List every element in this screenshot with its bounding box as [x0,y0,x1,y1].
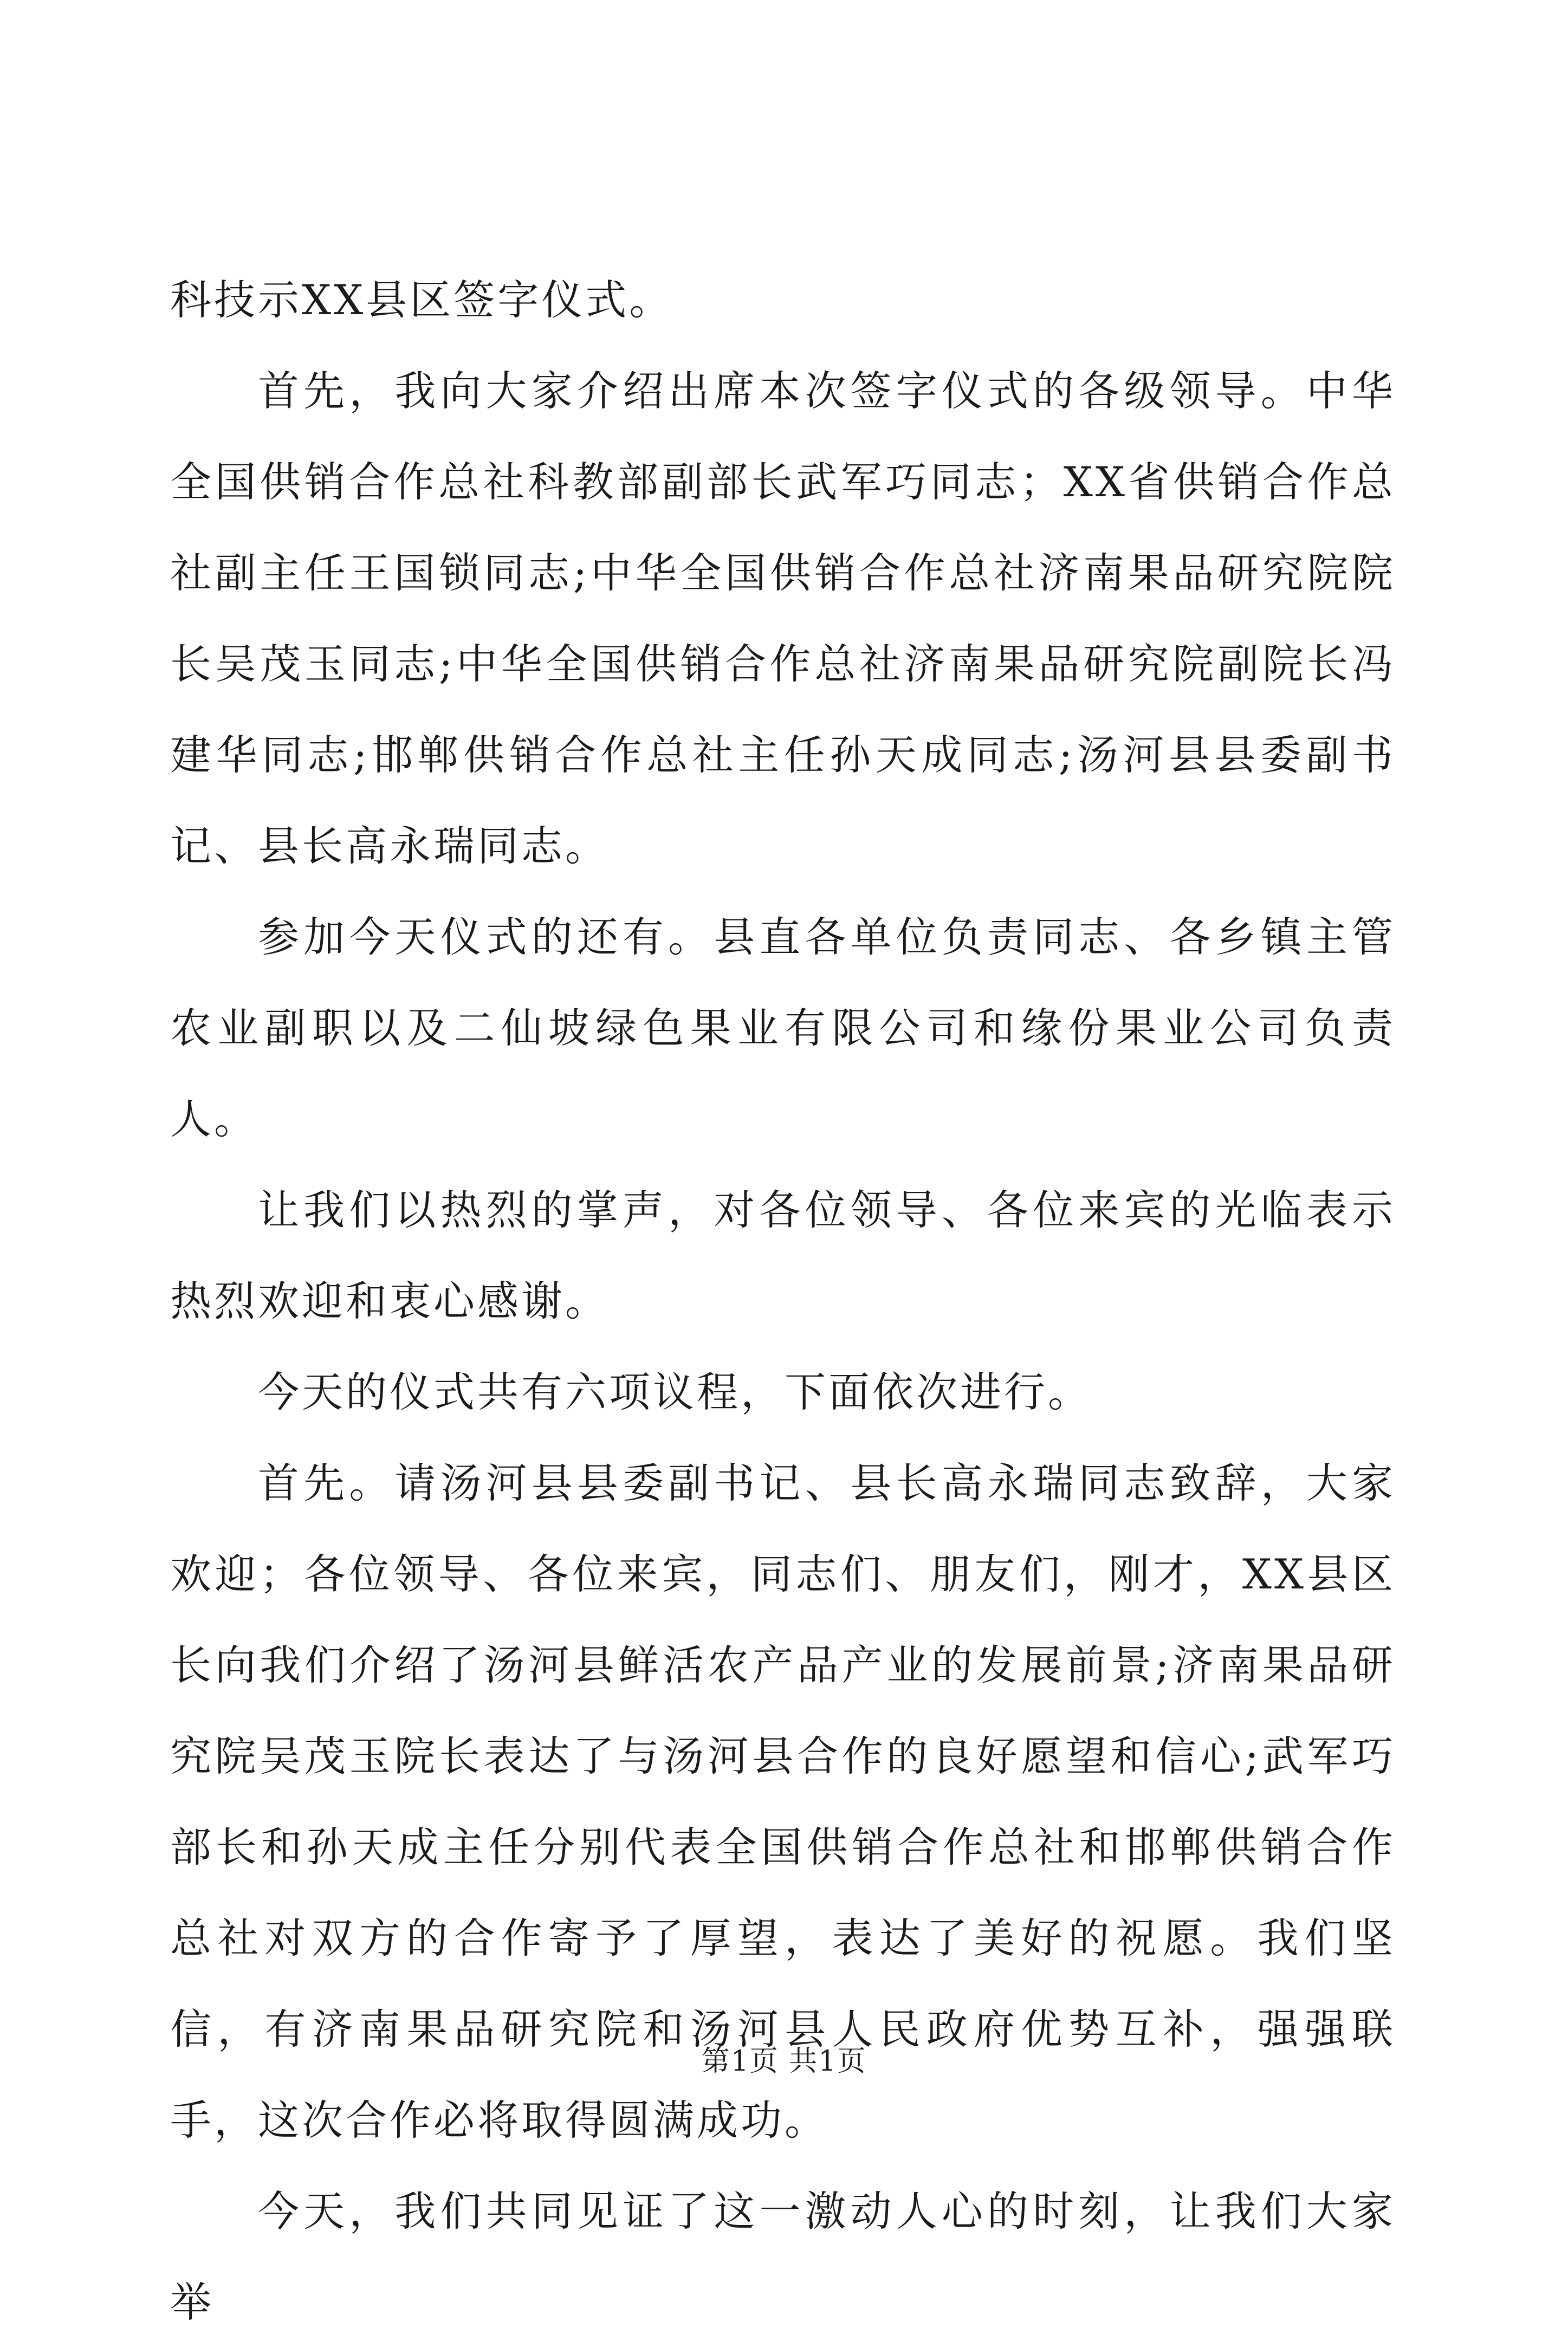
paragraph: 首先。请汤河县县委副书记、县长高永瑞同志致辞，大家欢迎；各位领导、各位来宾，同志们、朋友们，刚才，XX县区长向我们介绍了汤河县鲜活农产品产业的发展前景;济南果品研究院吴茂玉院长表达了与汤河县合作的良好愿望和信心;武军巧部长和孙天成主任分别代表全国供销合作总社和邯郸供销合作总社对双方的合作寄予了厚望，表达了美好的祝愿。我们坚信，有济南果品研究院和汤河县人民政府优势互补，强强联手，这次合作必将取得圆满成功。 [170,1459,1396,2144]
paragraph: 今天，我们共同见证了这一激动人心的时刻，让我们大家举 [170,2187,1396,2326]
paragraph: 参加今天仪式的还有。县直各单位负责同志、各乡镇主管农业副职以及二仙坡绿色果业有限公司和缘份果业公司负责人。 [170,913,1396,1143]
paragraph: 让我们以热烈的掌声，对各位领导、各位来宾的光临表示热烈欢迎和衷心感谢。 [170,1186,1396,1325]
paragraph: 首先，我向大家介绍出席本次签字仪式的各级领导。中华全国供销合作总社科教部副部长武军巧同志；XX省供销合作总社副主任王国锁同志;中华全国供销合作总社济南果品研究院院长吴茂玉同志;中华全国供销合作总社济南果品研究院副院长冯建华同志;邯郸供销合作总社主任孙天成同志;汤河县县委副书记、县长高永瑞同志。 [170,367,1396,870]
paragraph: 今天的仪式共有六项议程，下面依次进行。 [258,1368,1092,1416]
paragraph: 科技示XX县区签字仪式。 [170,276,673,324]
document-body [170,255,1396,2348]
page-footer [0,2038,1568,2079]
page-number: 第1页 共1页 [701,2045,867,2078]
